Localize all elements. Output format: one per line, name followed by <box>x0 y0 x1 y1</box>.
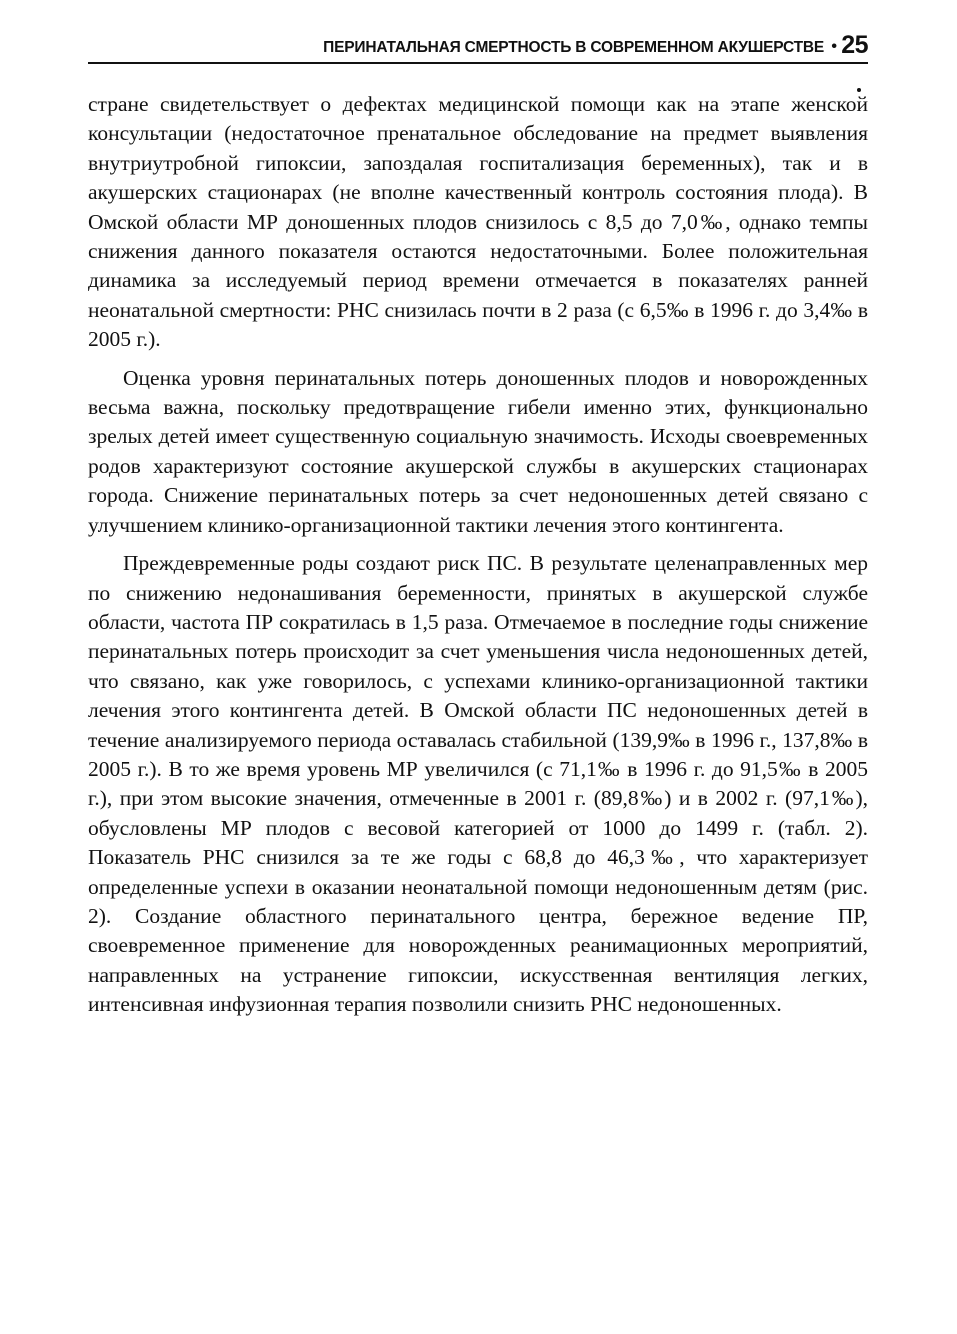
paragraph-2: Оценка уровня перинатальных потерь доношенных плодов и новорожденных весьма важна, поскольку предотвращение гибели именно этих, функционально зрелых детей имеет существенную социальную значимость. Исходы своевременных родов характеризуют состояние акушерской службы в акушерских стационарах города. Снижение перинатальных потерь за счет недоношенных детей связано с улучшением клинико-организационной тактики лечения этого контингента. <box>88 365 868 537</box>
running-header <box>88 30 868 64</box>
header-separator-bullet: • <box>831 38 837 55</box>
running-title: ПЕРИНАТАЛЬНАЯ СМЕРТНОСТЬ В СОВРЕМЕННОМ АКУШЕРСТВЕ <box>323 39 824 56</box>
paragraph-3: Преждевременные роды создают риск ПС. В результате целенаправленных мер по снижению недонашивания беременности, принятых в акушерской службе области, частота ПР сократилась в 1,5 раза. Отмечаемое в последние годы снижение перинатальных потерь происходит за счет уменьшения числа недоношенных детей, что связано, как уже говорилось, с успехами клинико-организационной тактики лечения этого контингента детей. В Омской области ПС недоношенных детей в течение анализируемого периода оставалась стабильной (139,9‰ в 1996 г., 137,8‰ в 2005 г.). В то же время уровень МР увеличился (с 71,1‰ в 1996 г. до 91,5‰ в 2005 г.), при этом высокие значения, отмеченные в 2001 г. (89,8‰) и в 2002 г. (97,1‰), обусловлены МР плодов с весовой категорией от 1000 до 1499 г. (табл. 2). Показатель РНС снизился за те же годы с 68,8 до 46,3‰, что характеризует определенные успехи в оказании неонатальной помощи недоношенным детям (рис. 2). Создание областного перинатального центра, бережное ведение ПР, своевременное применение для новорожденных реанимационных мероприятий, направленных на устранение гипоксии, искусственная вентиляция легких, интенсивная инфузионная терапия позволили снизить РНС недоношенных. <box>88 551 868 1017</box>
body-text <box>88 90 868 1020</box>
paragraph-1: стране свидетельствует о дефектах медицинской помощи как на этапе женской консультации (недостаточное пренатальное обследование на предмет выявления внутриутробной гипоксии, запоздалая госпитализация беременных), так и в акушерских стационарах (не вполне качественный контроль состояния плода). В Омской области МР доношенных плодов снизилось с 8,5 до 7,0‰, однако темпы снижения данного показателя остаются недостаточными. Более положительная динамика за исследуемый период времени отмечается в показателях ранней неонатальной смертности: РНС снизилась почти в 2 раза (с 6,5‰ в 1996 г. до 3,4‰ в 2005 г.). <box>88 92 868 352</box>
page-number: 25 <box>841 31 868 59</box>
